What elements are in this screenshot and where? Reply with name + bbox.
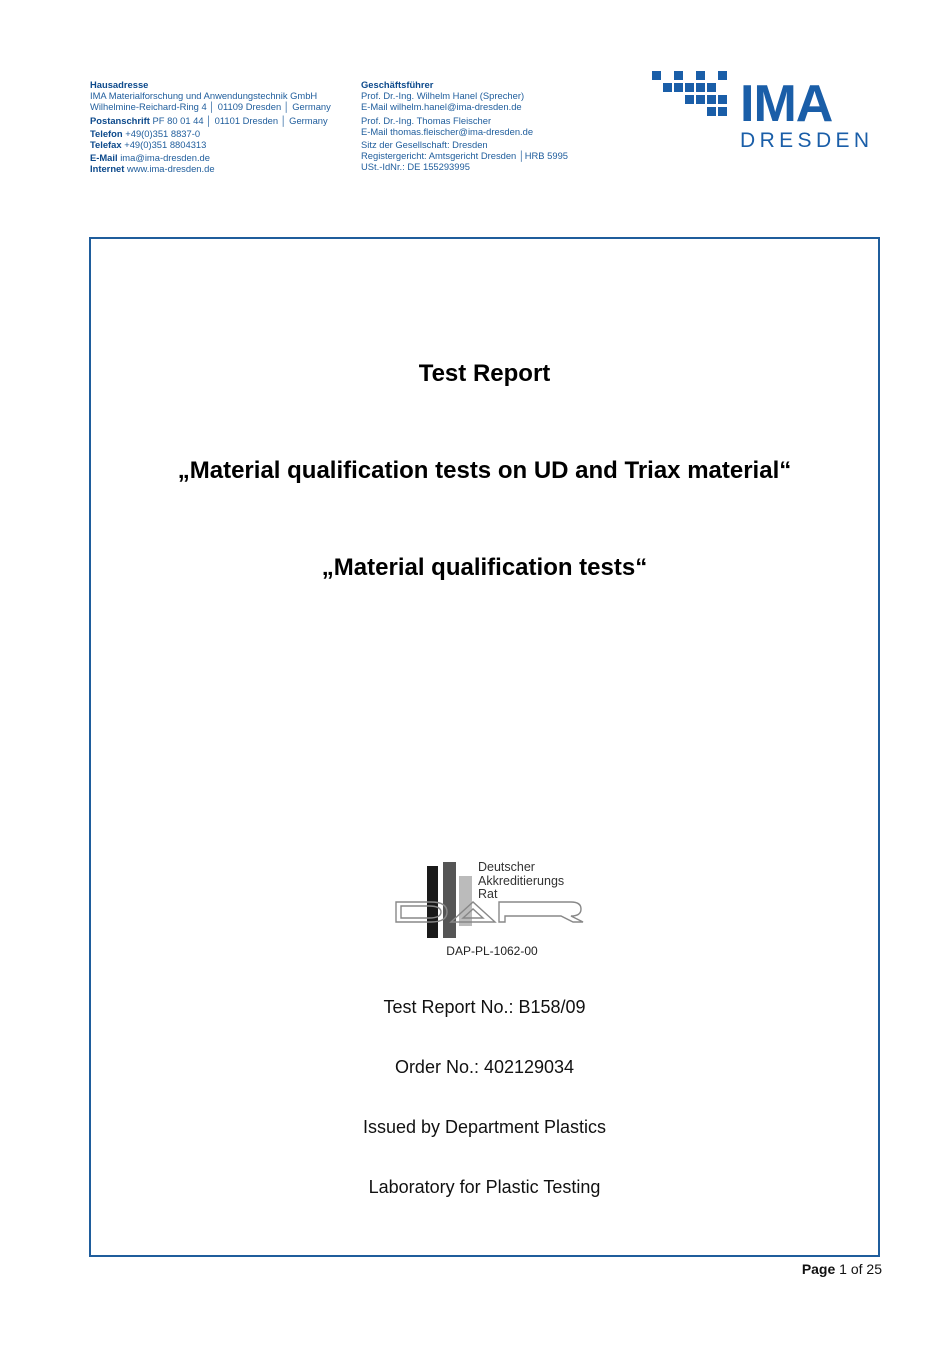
logo-brand-text: IMA <box>740 75 833 133</box>
dar-text-block <box>478 861 564 902</box>
internet-value[interactable]: www.ima-dresden.de <box>127 163 215 175</box>
header-management-block <box>361 79 568 173</box>
managing-director-2-email[interactable]: E-Mail thomas.fleischer@ima-dresden.de <box>361 125 534 137</box>
geschaeftsfuehrer-label: Geschäftsführer <box>361 79 434 90</box>
telefax-value: +49(0)351 8804313 <box>124 139 207 151</box>
report-title: Test Report <box>418 360 551 387</box>
managing-director-1: Prof. Dr.-Ing. Wilhelm Hanel (Sprecher) <box>361 90 525 102</box>
postanschrift-label: Postanschrift <box>90 114 150 126</box>
email-label: E-Mail <box>90 152 118 164</box>
internet-label: Internet <box>90 163 125 175</box>
vat-id: USt.-IdNr.: DE 155293995 <box>361 161 470 173</box>
hausadresse-label: Hausadresse <box>90 79 149 90</box>
telefon-label: Telefon <box>90 127 123 139</box>
dar-line-2: Akkreditierungs <box>478 873 565 888</box>
managing-director-1-email[interactable]: E-Mail wilhelm.hanel@ima-dresden.de <box>361 101 522 113</box>
page-of: 1 of 25 <box>839 1261 882 1277</box>
report-subtitle-1: „Material qualification tests on UD and Triax material“ <box>177 457 792 484</box>
cover-frame <box>89 237 880 1257</box>
report-subtitle-2: „Material qualification tests“ <box>321 554 648 581</box>
order-number: Order No.: 402129034 <box>394 1057 575 1077</box>
company-name: IMA Materialforschung und Anwendungstechnik GmbH <box>90 90 318 102</box>
page-number <box>802 1261 882 1277</box>
test-report-number: Test Report No.: B158/09 <box>383 997 586 1017</box>
street-address: Wilhelmine-Reichard-Ring 4 │ 01109 Dresden │ Germany <box>90 101 331 113</box>
dar-accreditation-code: DAP-PL-1062-00 <box>446 944 538 958</box>
managing-director-2: Prof. Dr.-Ing. Thomas Fleischer <box>361 114 492 126</box>
header-address-block <box>90 79 331 175</box>
email-value[interactable]: ima@ima-dresden.de <box>120 152 210 164</box>
issued-by: Issued by Department Plastics <box>362 1117 607 1137</box>
postanschrift-value: PF 80 01 44 │ 01101 Dresden │ Germany <box>152 114 328 126</box>
dar-line-1: Deutscher <box>478 860 535 874</box>
register-court: Registergericht: Amtsgericht Dresden │HRB 5995 <box>361 150 568 162</box>
telefon-value: +49(0)351 8837-0 <box>125 127 201 139</box>
laboratory-name: Laboratory for Plastic Testing <box>368 1177 601 1197</box>
company-seat: Sitz der Gesellschaft: Dresden <box>361 139 488 151</box>
telefax-label: Telefax <box>90 139 122 151</box>
logo-city-text: DRESDEN <box>740 129 874 152</box>
dar-line-3: Rat <box>478 887 498 901</box>
page-label: Page <box>801 1261 836 1277</box>
